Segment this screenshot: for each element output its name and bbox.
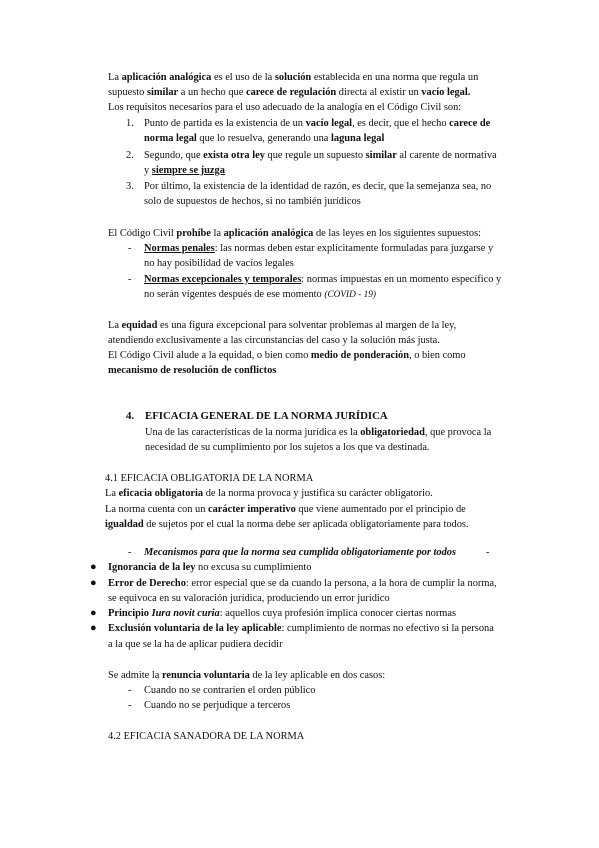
text-line: supuesto similar a un hecho que carece de regulación directa al existir un vacío legal.: [108, 87, 471, 98]
list-number: 2.: [126, 150, 134, 161]
bullet-item-cont: se equivoca en su valoración jurídica, produciendo un error jurídico: [108, 593, 390, 604]
text-line: La norma cuenta con un carácter imperativo que viene aumentado por el principio de: [105, 504, 466, 515]
dash: -: [128, 547, 132, 558]
list-number: 1.: [126, 118, 134, 129]
list-item: Punto de partida es la existencia de un vacío legal, es decir, que el hecho carece de: [144, 118, 491, 129]
bullet-item: Error de Derecho: error especial que se da cuando la persona, a la hora de cumplir la norma,: [108, 578, 497, 589]
text-line: El Código Civil prohíbe la aplicación analógica de las leyes en los siguientes supuestos:: [108, 228, 482, 239]
list-item-cont: y siempre se juzga: [144, 165, 225, 176]
bullet-item: Exclusión voluntaria de la ley aplicable: cumplimiento de normas no efectivo si la persona: [108, 623, 494, 634]
list-item: Cuando no se contraríen el orden público: [144, 685, 316, 696]
list-dash: -: [128, 274, 132, 285]
list-item: Cuando no se perjudique a terceros: [144, 700, 291, 711]
text-line: La aplicación analógica es el uso de la solución establecida en una norma que regula un: [108, 72, 479, 83]
list-item: Por último, la existencia de la identidad de razón, es decir, que la semejanza sea, no: [144, 181, 492, 192]
list-dash: -: [128, 700, 132, 711]
list-item-cont: norma legal que lo resuelva, generando una laguna legal: [144, 133, 385, 144]
text-line: Una de las características de la norma jurídica es la obligatoriedad, que provoca la: [145, 427, 492, 438]
bullet-icon: ●: [90, 607, 97, 619]
list-number: 3.: [126, 181, 134, 192]
list-dash: -: [128, 685, 132, 696]
mechanisms-title: Mecanismos para que la norma sea cumplida obligatoriamente por todos: [144, 547, 457, 558]
text-line: Los requisitos necesarios para el uso adecuado de la analogía en el Código Civil son:: [108, 102, 462, 113]
list-item: Segundo, que exista otra ley que regule un supuesto similar al carente de normativa: [144, 150, 497, 161]
bullet-item: Ignorancia de la ley no excusa su cumplimiento: [108, 562, 312, 573]
list-item: Normas penales: las normas deben estar explícitamente formuladas para juzgarse y: [144, 243, 494, 254]
text-line: La equidad es una figura excepcional para solventar problemas al margen de la ley,: [108, 320, 457, 331]
text-line: necesidad de su cumplimiento por los sujetos a los que va destinada.: [145, 442, 430, 453]
section-heading: EFICACIA GENERAL DE LA NORMA JURÍDICA: [145, 410, 388, 422]
bullet-item-cont: a la que se la ha de aplicar pudiera decidir: [108, 639, 283, 650]
text-line: La eficacia obligatoria de la norma provoca y justifica su carácter obligatorio.: [105, 488, 433, 499]
list-dash: -: [128, 243, 132, 254]
section-number: 4.: [126, 410, 135, 422]
bullet-item: Principio Iura novit curia: aquellos cuya profesión implica conocer ciertas normas: [108, 608, 457, 619]
bullet-icon: ●: [90, 622, 97, 634]
text-line: mecanismo de resolución de conflictos: [108, 365, 277, 376]
text-line: igualdad de sujetos por el cual la norma debe ser aplicada obligatoriamente para todos.: [105, 519, 469, 530]
subsection-heading: 4.2 EFICACIA SANADORA DE LA NORMA: [108, 731, 305, 742]
subsection-heading: 4.1 EFICACIA OBLIGATORIA DE LA NORMA: [105, 473, 314, 484]
bullet-icon: ●: [90, 577, 97, 589]
text-line: atendiendo exclusivamente a las circunstancias del caso y la solución más justa.: [108, 335, 440, 346]
list-item-cont: solo de supuestos de hechos, si no también jurídicos: [144, 196, 361, 207]
list-item: Normas excepcionales y temporales: normas impuestas en un momento específico y: [144, 274, 502, 285]
text-line: El Código Civil alude a la equidad, o bien como medio de ponderación, o bien como: [108, 350, 466, 361]
dash: -: [486, 547, 490, 558]
bullet-icon: ●: [90, 561, 97, 573]
list-item-cont: no serán vigentes después de ese momento (COVID - 19): [144, 289, 376, 300]
list-item-cont: no hay posibilidad de vacíos legales: [144, 258, 294, 269]
text-line: Se admite la renuncia voluntaria de la ley aplicable en dos casos:: [108, 670, 386, 681]
